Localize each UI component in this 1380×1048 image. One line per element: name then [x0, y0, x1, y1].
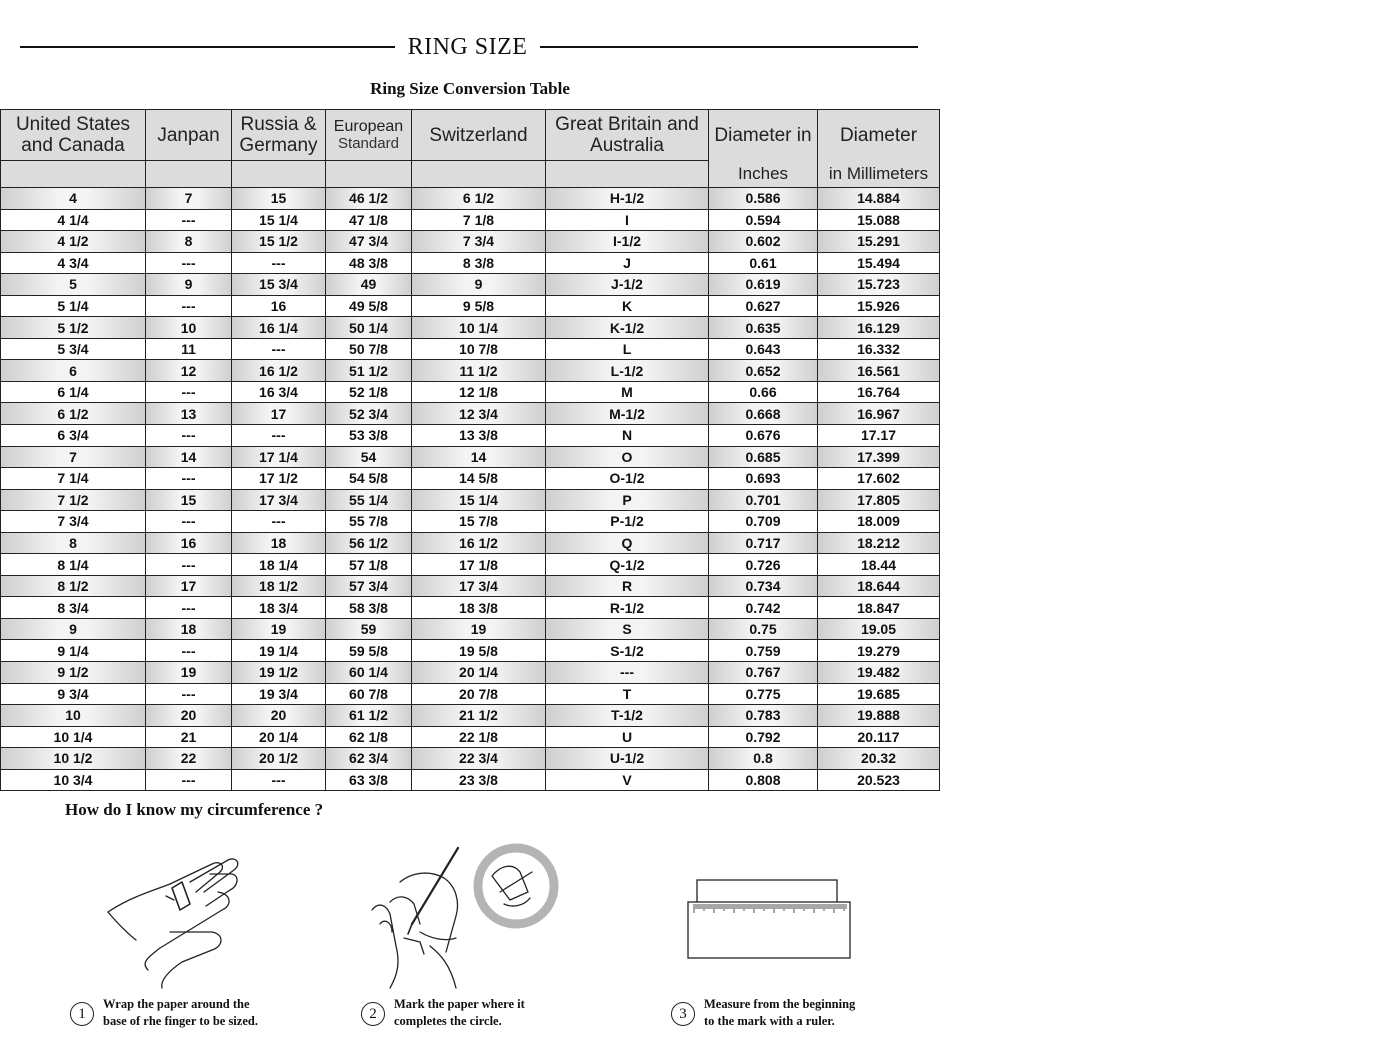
- cell-diameter-inches: 0.767: [709, 662, 818, 684]
- cell-us-size: 10: [1, 705, 146, 727]
- cell-uk-size: K: [546, 295, 709, 317]
- cell-diameter-inches: 0.775: [709, 683, 818, 705]
- cell-japan-size: ---: [146, 209, 232, 231]
- cell-eu-size: 54 5/8: [326, 468, 412, 490]
- subheader-blank: [232, 161, 326, 188]
- cell-uk-size: Q: [546, 532, 709, 554]
- cell-russia-size: 17 3/4: [232, 489, 326, 511]
- cell-diameter-inches: 0.685: [709, 446, 818, 468]
- step-number: 1: [70, 1002, 94, 1026]
- cell-uk-size: R-1/2: [546, 597, 709, 619]
- cell-russia-size: 15 1/4: [232, 209, 326, 231]
- cell-us-size: 8 3/4: [1, 597, 146, 619]
- table-row: [1, 705, 940, 727]
- cell-us-size: 7 1/2: [1, 489, 146, 511]
- cell-russia-size: 19: [232, 618, 326, 640]
- cell-us-size: 8 1/2: [1, 575, 146, 597]
- cell-uk-size: N: [546, 425, 709, 447]
- cell-russia-size: 17: [232, 403, 326, 425]
- cell-us-size: 4: [1, 188, 146, 210]
- page-title: RING SIZE: [407, 34, 528, 60]
- cell-japan-size: ---: [146, 381, 232, 403]
- cell-eu-size: 60 7/8: [326, 683, 412, 705]
- cell-diameter-mm: 17.602: [818, 468, 940, 490]
- cell-swiss-size: 9: [412, 274, 546, 296]
- ruler-icon: [686, 878, 854, 962]
- cell-us-size: 5 1/4: [1, 295, 146, 317]
- cell-japan-size: 12: [146, 360, 232, 382]
- cell-diameter-mm: 16.967: [818, 403, 940, 425]
- table-row: [1, 188, 940, 210]
- cell-russia-size: ---: [232, 338, 326, 360]
- cell-japan-size: 19: [146, 662, 232, 684]
- table-row: [1, 532, 940, 554]
- cell-eu-size: 48 3/8: [326, 252, 412, 274]
- table-row: [1, 468, 940, 490]
- cell-eu-size: 49: [326, 274, 412, 296]
- table-row: [1, 554, 940, 576]
- cell-eu-size: 60 1/4: [326, 662, 412, 684]
- cell-swiss-size: 14 5/8: [412, 468, 546, 490]
- cell-russia-size: 18: [232, 532, 326, 554]
- cell-us-size: 9 1/4: [1, 640, 146, 662]
- cell-swiss-size: 18 3/8: [412, 597, 546, 619]
- cell-eu-size: 55 1/4: [326, 489, 412, 511]
- cell-diameter-mm: 16.332: [818, 338, 940, 360]
- cell-uk-size: O: [546, 446, 709, 468]
- table-row: [1, 748, 940, 770]
- cell-diameter-inches: 0.643: [709, 338, 818, 360]
- header-rule-right: [540, 46, 918, 48]
- table-row: [1, 618, 940, 640]
- cell-japan-size: 15: [146, 489, 232, 511]
- cell-japan-size: ---: [146, 683, 232, 705]
- cell-eu-size: 50 7/8: [326, 338, 412, 360]
- cell-uk-size: K-1/2: [546, 317, 709, 339]
- cell-japan-size: ---: [146, 252, 232, 274]
- cell-swiss-size: 13 3/8: [412, 425, 546, 447]
- cell-diameter-inches: 0.66: [709, 381, 818, 403]
- cell-diameter-mm: 18.009: [818, 511, 940, 533]
- cell-russia-size: 20: [232, 705, 326, 727]
- cell-diameter-mm: 18.44: [818, 554, 940, 576]
- table-row: [1, 381, 940, 403]
- cell-uk-size: I: [546, 209, 709, 231]
- table-row: [1, 317, 940, 339]
- cell-russia-size: 16 1/4: [232, 317, 326, 339]
- cell-uk-size: H-1/2: [546, 188, 709, 210]
- cell-russia-size: 19 1/4: [232, 640, 326, 662]
- cell-japan-size: ---: [146, 425, 232, 447]
- table-row: [1, 338, 940, 360]
- cell-us-size: 9: [1, 618, 146, 640]
- cell-eu-size: 61 1/2: [326, 705, 412, 727]
- cell-japan-size: ---: [146, 554, 232, 576]
- cell-eu-size: 57 3/4: [326, 575, 412, 597]
- header-diameter-inches: Diameter in: [709, 110, 818, 161]
- cell-russia-size: 19 1/2: [232, 662, 326, 684]
- table-row: [1, 511, 940, 533]
- cell-uk-size: ---: [546, 662, 709, 684]
- cell-diameter-mm: 15.723: [818, 274, 940, 296]
- header-diameter-mm: Diameter: [818, 110, 940, 161]
- cell-uk-size: L-1/2: [546, 360, 709, 382]
- cell-uk-size: R: [546, 575, 709, 597]
- header-great-britain: Great Britain and Australia: [546, 110, 709, 161]
- cell-russia-size: 17 1/2: [232, 468, 326, 490]
- hand-wrap-icon: [100, 852, 250, 992]
- cell-japan-size: 9: [146, 274, 232, 296]
- cell-eu-size: 55 7/8: [326, 511, 412, 533]
- cell-uk-size: J: [546, 252, 709, 274]
- cell-uk-size: S-1/2: [546, 640, 709, 662]
- table-row: [1, 662, 940, 684]
- cell-us-size: 7 1/4: [1, 468, 146, 490]
- cell-us-size: 9 3/4: [1, 683, 146, 705]
- cell-us-size: 8 1/4: [1, 554, 146, 576]
- subheader-blank: [412, 161, 546, 188]
- cell-diameter-mm: 18.644: [818, 575, 940, 597]
- cell-diameter-mm: 17.399: [818, 446, 940, 468]
- cell-eu-size: 47 3/4: [326, 231, 412, 253]
- cell-japan-size: 8: [146, 231, 232, 253]
- cell-swiss-size: 16 1/2: [412, 532, 546, 554]
- cell-uk-size: S: [546, 618, 709, 640]
- cell-swiss-size: 10 7/8: [412, 338, 546, 360]
- cell-diameter-inches: 0.742: [709, 597, 818, 619]
- table-row: [1, 209, 940, 231]
- cell-swiss-size: 23 3/8: [412, 769, 546, 791]
- cell-diameter-mm: 19.482: [818, 662, 940, 684]
- cell-uk-size: T-1/2: [546, 705, 709, 727]
- table-row: [1, 597, 940, 619]
- cell-diameter-inches: 0.726: [709, 554, 818, 576]
- table-row: [1, 446, 940, 468]
- cell-swiss-size: 12 1/8: [412, 381, 546, 403]
- header-switzerland: Switzerland: [412, 110, 546, 161]
- table-row: [1, 252, 940, 274]
- page-header: [20, 30, 918, 64]
- cell-us-size: 10 1/4: [1, 726, 146, 748]
- cell-diameter-inches: 0.594: [709, 209, 818, 231]
- subheader-blank: [326, 161, 412, 188]
- table-row: [1, 231, 940, 253]
- cell-swiss-size: 15 1/4: [412, 489, 546, 511]
- cell-uk-size: M-1/2: [546, 403, 709, 425]
- step-number: 2: [361, 1002, 385, 1026]
- cell-diameter-mm: 16.764: [818, 381, 940, 403]
- cell-uk-size: U-1/2: [546, 748, 709, 770]
- cell-swiss-size: 14: [412, 446, 546, 468]
- table-row: [1, 726, 940, 748]
- cell-diameter-mm: 17.17: [818, 425, 940, 447]
- header-russia-germany: Russia & Germany: [232, 110, 326, 161]
- cell-us-size: 6 1/2: [1, 403, 146, 425]
- cell-swiss-size: 20 7/8: [412, 683, 546, 705]
- table-row: [1, 274, 940, 296]
- cell-japan-size: 21: [146, 726, 232, 748]
- cell-diameter-inches: 0.619: [709, 274, 818, 296]
- cell-diameter-inches: 0.652: [709, 360, 818, 382]
- cell-swiss-size: 19 5/8: [412, 640, 546, 662]
- cell-diameter-mm: 14.884: [818, 188, 940, 210]
- cell-eu-size: 52 3/4: [326, 403, 412, 425]
- subheader-blank: [1, 161, 146, 188]
- cell-diameter-inches: 0.717: [709, 532, 818, 554]
- cell-japan-size: 20: [146, 705, 232, 727]
- cell-japan-size: 16: [146, 532, 232, 554]
- cell-swiss-size: 12 3/4: [412, 403, 546, 425]
- cell-japan-size: 14: [146, 446, 232, 468]
- cell-diameter-mm: 20.32: [818, 748, 940, 770]
- cell-russia-size: 19 3/4: [232, 683, 326, 705]
- cell-us-size: 5: [1, 274, 146, 296]
- cell-uk-size: V: [546, 769, 709, 791]
- cell-uk-size: I-1/2: [546, 231, 709, 253]
- cell-diameter-inches: 0.701: [709, 489, 818, 511]
- cell-japan-size: ---: [146, 597, 232, 619]
- subheader-blank: [146, 161, 232, 188]
- cell-diameter-inches: 0.808: [709, 769, 818, 791]
- header-rule-left: [20, 46, 395, 48]
- cell-eu-size: 49 5/8: [326, 295, 412, 317]
- cell-diameter-inches: 0.759: [709, 640, 818, 662]
- cell-swiss-size: 22 3/4: [412, 748, 546, 770]
- cell-eu-size: 46 1/2: [326, 188, 412, 210]
- cell-diameter-inches: 0.783: [709, 705, 818, 727]
- header-us-canada: United States and Canada: [1, 110, 146, 161]
- cell-diameter-mm: 18.847: [818, 597, 940, 619]
- cell-japan-size: ---: [146, 769, 232, 791]
- table-row: [1, 425, 940, 447]
- cell-eu-size: 59: [326, 618, 412, 640]
- cell-eu-size: 50 1/4: [326, 317, 412, 339]
- cell-japan-size: 17: [146, 575, 232, 597]
- cell-eu-size: 58 3/8: [326, 597, 412, 619]
- cell-swiss-size: 11 1/2: [412, 360, 546, 382]
- cell-diameter-inches: 0.627: [709, 295, 818, 317]
- cell-diameter-inches: 0.693: [709, 468, 818, 490]
- cell-diameter-mm: 15.494: [818, 252, 940, 274]
- table-row: [1, 683, 940, 705]
- table-row: [1, 640, 940, 662]
- cell-russia-size: 18 3/4: [232, 597, 326, 619]
- cell-russia-size: 16 3/4: [232, 381, 326, 403]
- cell-russia-size: ---: [232, 511, 326, 533]
- cell-diameter-inches: 0.734: [709, 575, 818, 597]
- cell-japan-size: 7: [146, 188, 232, 210]
- cell-swiss-size: 9 5/8: [412, 295, 546, 317]
- cell-us-size: 4 3/4: [1, 252, 146, 274]
- cell-diameter-inches: 0.668: [709, 403, 818, 425]
- cell-russia-size: 15 3/4: [232, 274, 326, 296]
- cell-eu-size: 56 1/2: [326, 532, 412, 554]
- cell-diameter-mm: 15.291: [818, 231, 940, 253]
- cell-uk-size: M: [546, 381, 709, 403]
- cell-diameter-inches: 0.75: [709, 618, 818, 640]
- cell-japan-size: 10: [146, 317, 232, 339]
- cell-russia-size: 20 1/4: [232, 726, 326, 748]
- cell-diameter-mm: 20.117: [818, 726, 940, 748]
- table-body: [1, 188, 940, 791]
- cell-swiss-size: 21 1/2: [412, 705, 546, 727]
- cell-diameter-mm: 16.561: [818, 360, 940, 382]
- table-row: [1, 489, 940, 511]
- header-european: European Standard: [326, 110, 412, 161]
- cell-eu-size: 62 1/8: [326, 726, 412, 748]
- cell-russia-size: ---: [232, 252, 326, 274]
- cell-diameter-mm: 19.05: [818, 618, 940, 640]
- step-text: Measure from the beginning to the mark with a ruler.: [704, 997, 856, 1028]
- cell-swiss-size: 7 1/8: [412, 209, 546, 231]
- cell-us-size: 4 1/2: [1, 231, 146, 253]
- cell-uk-size: J-1/2: [546, 274, 709, 296]
- cell-us-size: 6 1/4: [1, 381, 146, 403]
- cell-swiss-size: 8 3/8: [412, 252, 546, 274]
- cell-diameter-inches: 0.635: [709, 317, 818, 339]
- cell-diameter-mm: 18.212: [818, 532, 940, 554]
- cell-eu-size: 59 5/8: [326, 640, 412, 662]
- cell-us-size: 7 3/4: [1, 511, 146, 533]
- cell-japan-size: 13: [146, 403, 232, 425]
- cell-us-size: 8: [1, 532, 146, 554]
- cell-swiss-size: 15 7/8: [412, 511, 546, 533]
- table-title: Ring Size Conversion Table: [370, 79, 570, 98]
- cell-japan-size: ---: [146, 511, 232, 533]
- cell-diameter-mm: 16.129: [818, 317, 940, 339]
- cell-us-size: 10 1/2: [1, 748, 146, 770]
- subheader-blank: [546, 161, 709, 188]
- cell-uk-size: O-1/2: [546, 468, 709, 490]
- cell-russia-size: ---: [232, 769, 326, 791]
- cell-swiss-size: 17 3/4: [412, 575, 546, 597]
- cell-swiss-size: 6 1/2: [412, 188, 546, 210]
- cell-uk-size: L: [546, 338, 709, 360]
- table-row: [1, 575, 940, 597]
- cell-diameter-mm: 17.805: [818, 489, 940, 511]
- cell-russia-size: 16 1/2: [232, 360, 326, 382]
- table-row: [1, 360, 940, 382]
- cell-diameter-inches: 0.61: [709, 252, 818, 274]
- cell-uk-size: Q-1/2: [546, 554, 709, 576]
- cell-us-size: 6 3/4: [1, 425, 146, 447]
- cell-japan-size: 22: [146, 748, 232, 770]
- cell-eu-size: 52 1/8: [326, 381, 412, 403]
- cell-us-size: 10 3/4: [1, 769, 146, 791]
- cell-diameter-inches: 0.586: [709, 188, 818, 210]
- cell-diameter-mm: 15.926: [818, 295, 940, 317]
- cell-japan-size: ---: [146, 640, 232, 662]
- cell-diameter-mm: 15.088: [818, 209, 940, 231]
- cell-russia-size: 15 1/2: [232, 231, 326, 253]
- cell-russia-size: 18 1/2: [232, 575, 326, 597]
- subheader-inches: Inches: [709, 161, 818, 188]
- cell-diameter-mm: 19.685: [818, 683, 940, 705]
- step-number: 3: [671, 1002, 695, 1026]
- ring-size-table: [0, 109, 940, 791]
- cell-japan-size: ---: [146, 295, 232, 317]
- cell-russia-size: 18 1/4: [232, 554, 326, 576]
- cell-swiss-size: 17 1/8: [412, 554, 546, 576]
- cell-us-size: 9 1/2: [1, 662, 146, 684]
- cell-us-size: 6: [1, 360, 146, 382]
- cell-uk-size: T: [546, 683, 709, 705]
- table-row: [1, 769, 940, 791]
- cell-diameter-inches: 0.792: [709, 726, 818, 748]
- cell-swiss-size: 10 1/4: [412, 317, 546, 339]
- cell-russia-size: ---: [232, 425, 326, 447]
- cell-japan-size: ---: [146, 468, 232, 490]
- cell-diameter-inches: 0.676: [709, 425, 818, 447]
- cell-us-size: 5 1/2: [1, 317, 146, 339]
- cell-japan-size: 11: [146, 338, 232, 360]
- cell-us-size: 4 1/4: [1, 209, 146, 231]
- cell-us-size: 7: [1, 446, 146, 468]
- cell-eu-size: 62 3/4: [326, 748, 412, 770]
- cell-eu-size: 63 3/8: [326, 769, 412, 791]
- cell-russia-size: 16: [232, 295, 326, 317]
- cell-diameter-mm: 20.523: [818, 769, 940, 791]
- cell-eu-size: 53 3/8: [326, 425, 412, 447]
- cell-uk-size: P-1/2: [546, 511, 709, 533]
- cell-diameter-inches: 0.8: [709, 748, 818, 770]
- cell-swiss-size: 7 3/4: [412, 231, 546, 253]
- subheader-millimeters: in Millimeters: [818, 161, 940, 188]
- cell-russia-size: 20 1/2: [232, 748, 326, 770]
- cell-japan-size: 18: [146, 618, 232, 640]
- cell-russia-size: 15: [232, 188, 326, 210]
- cell-eu-size: 54: [326, 446, 412, 468]
- cell-diameter-mm: 19.888: [818, 705, 940, 727]
- cell-diameter-inches: 0.709: [709, 511, 818, 533]
- cell-diameter-mm: 19.279: [818, 640, 940, 662]
- cell-swiss-size: 22 1/8: [412, 726, 546, 748]
- step-text: Wrap the paper around the base of rhe finger to be sized.: [103, 997, 258, 1028]
- table-row: [1, 295, 940, 317]
- cell-swiss-size: 20 1/4: [412, 662, 546, 684]
- cell-eu-size: 47 1/8: [326, 209, 412, 231]
- cell-uk-size: U: [546, 726, 709, 748]
- cell-swiss-size: 19: [412, 618, 546, 640]
- cell-eu-size: 57 1/8: [326, 554, 412, 576]
- step-text: Mark the paper where it completes the circle.: [394, 997, 525, 1028]
- cell-uk-size: P: [546, 489, 709, 511]
- pen-mark-icon: [360, 842, 565, 992]
- cell-us-size: 5 3/4: [1, 338, 146, 360]
- cell-russia-size: 17 1/4: [232, 446, 326, 468]
- cell-diameter-inches: 0.602: [709, 231, 818, 253]
- cell-eu-size: 51 1/2: [326, 360, 412, 382]
- header-japan: Janpan: [146, 110, 232, 161]
- table-row: [1, 403, 940, 425]
- howto-heading: How do I know my circumference ?: [65, 800, 324, 819]
